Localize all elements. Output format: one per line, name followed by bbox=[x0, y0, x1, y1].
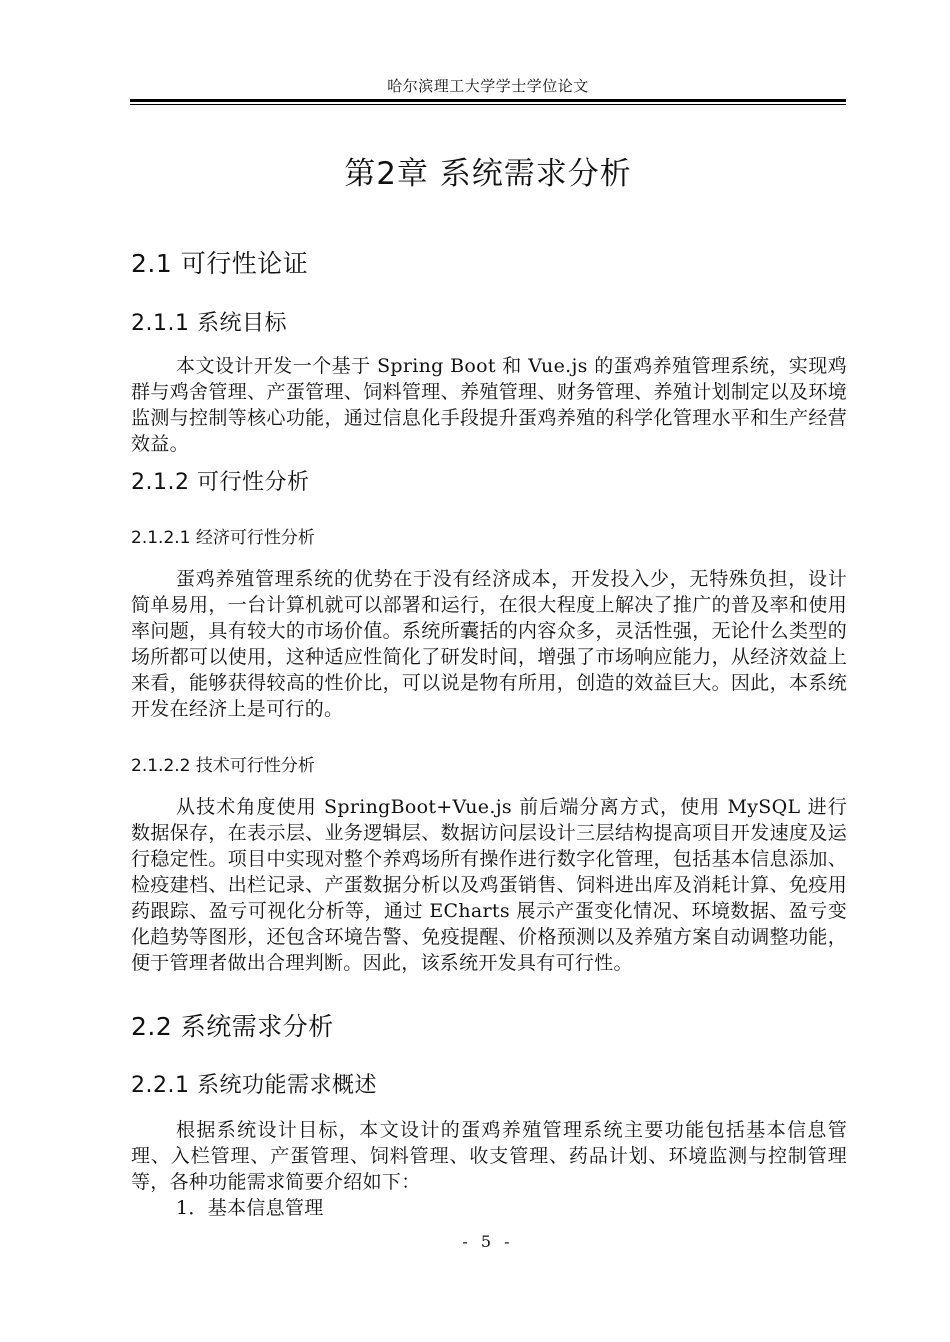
running-header: 哈尔滨理工大学学士学位论文 bbox=[387, 77, 589, 95]
header-rule-thin bbox=[130, 104, 846, 105]
section-heading-2-2: 2.2 系统需求分析 bbox=[131, 1012, 334, 1041]
section-heading-2-1-2-2: 2.1.2.2 技术可行性分析 bbox=[131, 756, 315, 776]
section-heading-2-2-1: 2.2.1 系统功能需求概述 bbox=[131, 1073, 377, 1098]
chapter-title: 第2章 系统需求分析 bbox=[344, 156, 632, 192]
section-heading-2-1-2: 2.1.2 可行性分析 bbox=[131, 470, 310, 495]
header-rule-thick bbox=[130, 99, 846, 102]
list-item-basic-info: 1．基本信息管理 bbox=[176, 1197, 324, 1219]
paragraph-economic-feasibility: 蛋鸡养殖管理系统的优势在于没有经济成本，开发投入少，无特殊负担，设计简单易用，一台计算机就可以部署和运行，在很大程度上解决了推广的普及率和使用率问题，具有较大的市场价值。系统所囊括的内容众多，灵活性强，无论什么类型的场所都可以使用，这种适应性简化了研发时间，增强了市场响应能力，从经济效益上来看，能够获得较高的性价比，可以说是物有所用，创造的效益巨大。因此，本系统开发在经济上是可行的。 bbox=[131, 568, 847, 720]
section-heading-2-1: 2.1 可行性论证 bbox=[131, 249, 309, 278]
paragraph-system-goal: 本文设计开发一个基于 Spring Boot 和 Vue.js 的蛋鸡养殖管理系统，实现鸡群与鸡舍管理、产蛋管理、饲料管理、养殖管理、财务管理、养殖计划制定以及环境监测与控制等核心功能，通过信息化手段提升蛋鸡养殖的科学化管理水平和生产经营效益。 bbox=[131, 355, 847, 455]
page-number: - 5 - bbox=[462, 1232, 514, 1251]
section-heading-2-1-2-1: 2.1.2.1 经济可行性分析 bbox=[131, 528, 315, 548]
section-heading-2-1-1: 2.1.1 系统目标 bbox=[131, 311, 287, 336]
paragraph-function-overview: 根据系统设计目标，本文设计的蛋鸡养殖管理系统主要功能包括基本信息管理、入栏管理、产蛋管理、饲料管理、收支管理、药品计划、环境监测与控制管理等，各种功能需求简要介绍如下： bbox=[131, 1119, 847, 1193]
paragraph-technical-feasibility: 从技术角度使用 SpringBoot+Vue.js 前后端分离方式，使用 MySQL 进行数据保存，在表示层、业务逻辑层、数据访问层设计三层结构提高项目开发速度及运行稳定性。项目中实现对整个养鸡场所有操作进行数字化管理，包括基本信息添加、检疫建档、出栏记录、产蛋数据分析以及鸡蛋销售、饲料进出库及消耗计算、免疫用药跟踪、盈亏可视化分析等，通过 ECharts 展示产蛋变化情况、环境数据、盈亏变化趋势等图形，还包含环境告警、免疫提醒、价格预测以及养殖方案自动调整功能，便于管理者做出合理判断。因此，该系统开发具有可行性。 bbox=[131, 796, 847, 974]
